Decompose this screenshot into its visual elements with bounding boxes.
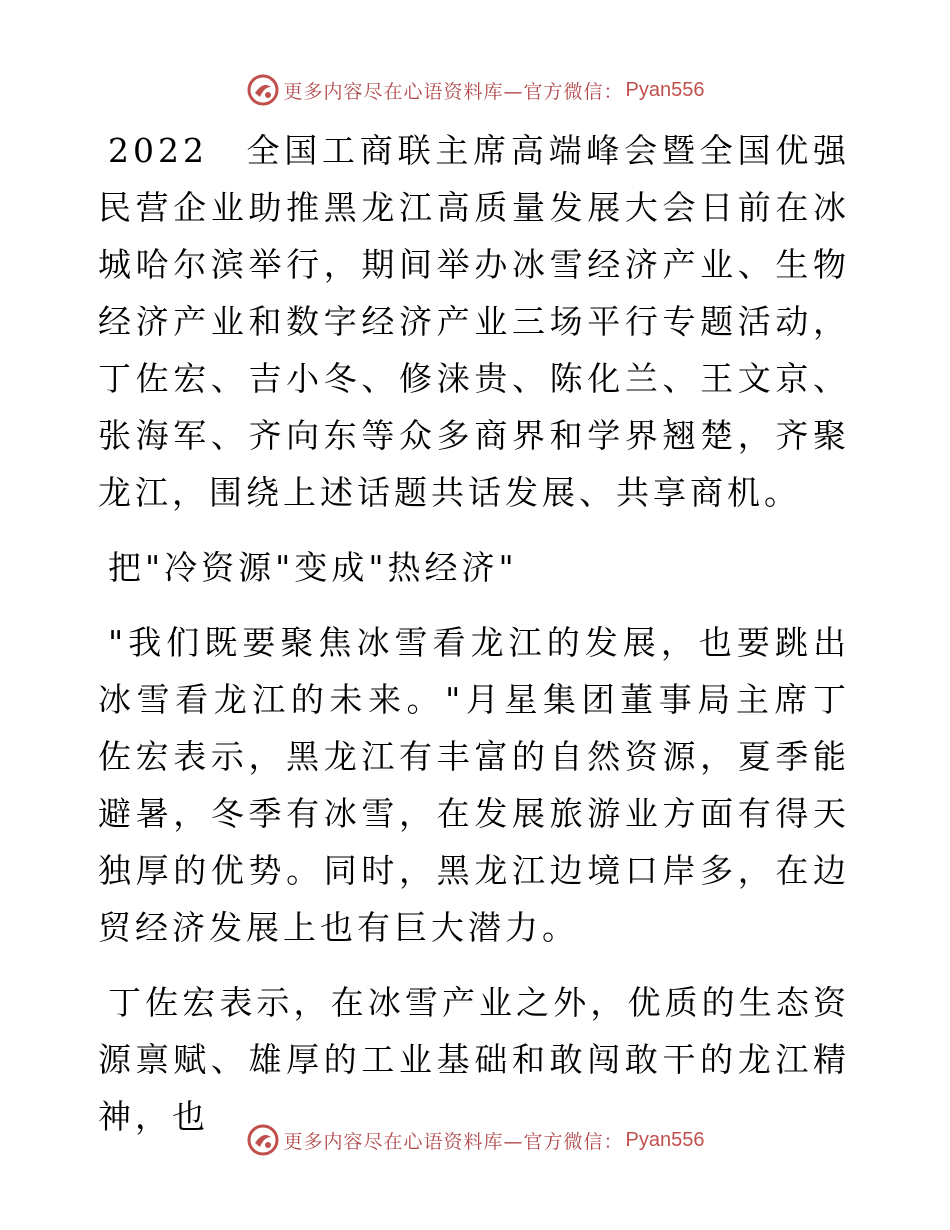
- watermark-text: 更多内容尽在心语资料库—官方微信：: [283, 1130, 624, 1153]
- red-swirl-logo-icon: [246, 1123, 280, 1157]
- paragraph-1: 2022 全国工商联主席高端峰会暨全国优强民营企业助推黑龙江高质量发展大会日前在冰城哈尔滨举行，期间举办冰雪经济产业、生物经济产业和数字经济产业三场平行专题活动，丁佐宏、吉小冬、修涞贵、陈化兰、王文京、张海军、齐向东等众多商界和学界翘楚，齐聚龙江，围绕上述话题共话发展、共享商机。: [98, 131, 850, 512]
- watermark-wechat-id: Pyan556: [625, 1128, 705, 1151]
- paragraph-2: "我们既要聚焦冰雪看龙江的发展，也要跳出冰雪看龙江的未来。"月星集团董事局主席丁佐宏表示，黑龙江有丰富的自然资源，夏季能避暑，冬季有冰雪，在发展旅游业方面有得天独厚的优势。同时，黑龙江边境口岸多，在边贸经济发展上也有巨大潜力。: [98, 623, 850, 947]
- paragraph-subheading: 把"冷资源"变成"热经济": [108, 548, 518, 587]
- footer-watermark-banner: [0, 1120, 950, 1160]
- watermark-text: 更多内容尽在心语资料库—官方微信：: [283, 80, 624, 103]
- watermark-wechat-id: Pyan556: [625, 78, 705, 101]
- article-body: [98, 122, 850, 1163]
- paragraph-3: 丁佐宏表示，在冰雪产业之外，优质的生态资源禀赋、雄厚的工业基础和敢闯敢干的龙江精神，也: [98, 983, 850, 1136]
- header-watermark-banner: [0, 70, 950, 110]
- red-swirl-logo-icon: [246, 73, 280, 107]
